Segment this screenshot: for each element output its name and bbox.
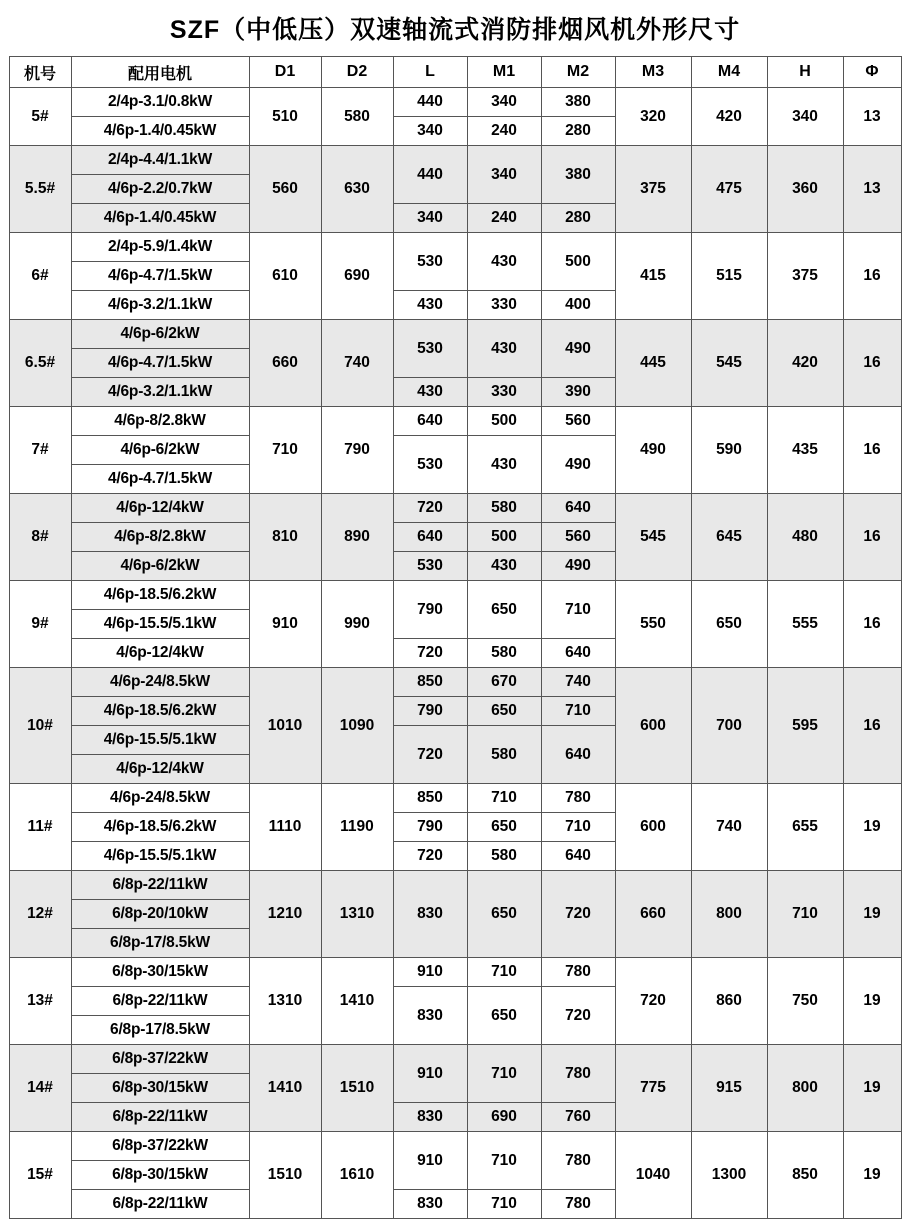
cell-motor: 6/8p-22/11kW [71,1190,249,1219]
cell-machine-no: 7# [9,407,71,494]
cell-m1: 330 [467,378,541,407]
column-header-l: L [393,57,467,88]
cell-m1: 710 [467,784,541,813]
cell-motor: 6/8p-17/8.5kW [71,929,249,958]
cell-d2: 1090 [321,668,393,784]
cell-m1: 580 [467,842,541,871]
cell-m1: 650 [467,697,541,726]
cell-phi: 13 [843,146,901,233]
cell-machine-no: 15# [9,1132,71,1219]
cell-m4: 700 [691,668,767,784]
column-header-d1: D1 [249,57,321,88]
cell-l: 910 [393,1045,467,1103]
cell-m2: 280 [541,117,615,146]
table-row [9,407,901,436]
cell-m4: 915 [691,1045,767,1132]
cell-l: 340 [393,117,467,146]
cell-m4: 740 [691,784,767,871]
cell-phi: 19 [843,1045,901,1132]
cell-m2: 400 [541,291,615,320]
cell-l: 830 [393,1190,467,1219]
cell-phi: 16 [843,581,901,668]
cell-l: 720 [393,494,467,523]
cell-h: 340 [767,88,843,146]
cell-motor: 6/8p-22/11kW [71,871,249,900]
cell-motor: 6/8p-37/22kW [71,1045,249,1074]
cell-d1: 1410 [249,1045,321,1132]
cell-motor: 4/6p-15.5/5.1kW [71,842,249,871]
table-row [9,494,901,523]
column-header-d2: D2 [321,57,393,88]
cell-m3: 375 [615,146,691,233]
cell-d1: 810 [249,494,321,581]
cell-motor: 4/6p-15.5/5.1kW [71,610,249,639]
cell-m2: 490 [541,552,615,581]
cell-m1: 650 [467,581,541,639]
cell-l: 720 [393,726,467,784]
cell-machine-no: 12# [9,871,71,958]
cell-motor: 4/6p-1.4/0.45kW [71,204,249,233]
cell-m2: 490 [541,436,615,494]
cell-l: 830 [393,1103,467,1132]
cell-m1: 430 [467,436,541,494]
cell-motor: 4/6p-18.5/6.2kW [71,581,249,610]
cell-motor: 6/8p-22/11kW [71,1103,249,1132]
cell-l: 790 [393,813,467,842]
cell-m2: 780 [541,1132,615,1190]
cell-m1: 430 [467,320,541,378]
cell-machine-no: 14# [9,1045,71,1132]
cell-d2: 790 [321,407,393,494]
cell-m1: 240 [467,204,541,233]
cell-m4: 1300 [691,1132,767,1219]
column-header-phi: Φ [843,57,901,88]
cell-m1: 430 [467,552,541,581]
table-row [9,958,901,987]
cell-l: 720 [393,842,467,871]
cell-m2: 500 [541,233,615,291]
cell-d1: 510 [249,88,321,146]
cell-l: 640 [393,407,467,436]
cell-m2: 760 [541,1103,615,1132]
cell-motor: 4/6p-8/2.8kW [71,523,249,552]
cell-l: 830 [393,987,467,1045]
cell-h: 850 [767,1132,843,1219]
cell-d1: 660 [249,320,321,407]
cell-motor: 4/6p-12/4kW [71,755,249,784]
cell-m4: 515 [691,233,767,320]
cell-phi: 19 [843,958,901,1045]
cell-m3: 720 [615,958,691,1045]
cell-phi: 19 [843,1132,901,1219]
cell-motor: 4/6p-24/8.5kW [71,668,249,697]
cell-machine-no: 5# [9,88,71,146]
cell-motor: 4/6p-4.7/1.5kW [71,349,249,378]
cell-machine-no: 9# [9,581,71,668]
cell-m1: 650 [467,813,541,842]
cell-m1: 650 [467,871,541,958]
cell-m4: 800 [691,871,767,958]
cell-motor: 4/6p-2.2/0.7kW [71,175,249,204]
cell-m4: 645 [691,494,767,581]
cell-l: 790 [393,697,467,726]
cell-d1: 610 [249,233,321,320]
cell-l: 440 [393,146,467,204]
cell-m3: 600 [615,784,691,871]
cell-d1: 1010 [249,668,321,784]
cell-l: 430 [393,378,467,407]
cell-m2: 780 [541,1045,615,1103]
cell-h: 800 [767,1045,843,1132]
cell-d2: 580 [321,88,393,146]
cell-m3: 320 [615,88,691,146]
cell-m2: 780 [541,958,615,987]
cell-phi: 16 [843,668,901,784]
cell-m2: 710 [541,581,615,639]
cell-l: 530 [393,436,467,494]
cell-m2: 640 [541,842,615,871]
cell-h: 360 [767,146,843,233]
cell-m1: 330 [467,291,541,320]
cell-l: 440 [393,88,467,117]
cell-machine-no: 13# [9,958,71,1045]
column-header-h: H [767,57,843,88]
cell-m4: 650 [691,581,767,668]
cell-motor: 6/8p-30/15kW [71,958,249,987]
cell-motor: 4/6p-12/4kW [71,494,249,523]
cell-l: 530 [393,552,467,581]
cell-phi: 16 [843,320,901,407]
cell-h: 655 [767,784,843,871]
cell-m3: 415 [615,233,691,320]
cell-h: 420 [767,320,843,407]
cell-machine-no: 10# [9,668,71,784]
cell-m2: 740 [541,668,615,697]
cell-m2: 640 [541,726,615,784]
cell-m2: 710 [541,697,615,726]
cell-motor: 4/6p-6/2kW [71,320,249,349]
cell-m1: 690 [467,1103,541,1132]
cell-phi: 16 [843,233,901,320]
page-title: SZF（中低压）双速轴流式消防排烟风机外形尺寸 [169,16,741,44]
cell-d2: 1410 [321,958,393,1045]
table-row [9,146,901,175]
cell-motor: 6/8p-30/15kW [71,1074,249,1103]
cell-m1: 500 [467,523,541,552]
cell-phi: 19 [843,871,901,958]
cell-h: 595 [767,668,843,784]
specifications-table [9,56,902,1219]
column-header-m2: M2 [541,57,615,88]
table-row [9,784,901,813]
cell-motor: 6/8p-37/22kW [71,1132,249,1161]
table-header [9,57,901,88]
cell-motor: 4/6p-3.2/1.1kW [71,378,249,407]
cell-m1: 710 [467,1045,541,1103]
cell-machine-no: 6.5# [9,320,71,407]
cell-m1: 240 [467,117,541,146]
table-row [9,233,901,262]
cell-m4: 545 [691,320,767,407]
cell-m4: 860 [691,958,767,1045]
cell-m3: 490 [615,407,691,494]
cell-motor: 4/6p-8/2.8kW [71,407,249,436]
cell-m4: 475 [691,146,767,233]
cell-motor: 4/6p-15.5/5.1kW [71,726,249,755]
cell-motor: 6/8p-20/10kW [71,900,249,929]
table-row [9,320,901,349]
cell-m2: 780 [541,784,615,813]
cell-l: 720 [393,639,467,668]
cell-d2: 630 [321,146,393,233]
cell-motor: 4/6p-4.7/1.5kW [71,465,249,494]
cell-motor: 4/6p-18.5/6.2kW [71,813,249,842]
cell-m2: 560 [541,523,615,552]
cell-motor: 2/4p-5.9/1.4kW [71,233,249,262]
cell-l: 850 [393,668,467,697]
column-header-m4: M4 [691,57,767,88]
cell-d2: 740 [321,320,393,407]
cell-m1: 710 [467,1190,541,1219]
cell-m2: 390 [541,378,615,407]
cell-l: 910 [393,1132,467,1190]
cell-motor: 4/6p-6/2kW [71,552,249,581]
cell-m1: 580 [467,494,541,523]
cell-l: 640 [393,523,467,552]
cell-motor: 2/4p-3.1/0.8kW [71,88,249,117]
table-row [9,1045,901,1074]
cell-l: 530 [393,320,467,378]
cell-l: 850 [393,784,467,813]
cell-m1: 430 [467,233,541,291]
cell-m3: 775 [615,1045,691,1132]
column-header-no: 机号 [9,57,71,88]
cell-motor: 6/8p-22/11kW [71,987,249,1016]
table-body [9,88,901,1219]
cell-m3: 660 [615,871,691,958]
cell-m1: 710 [467,1132,541,1190]
cell-m4: 590 [691,407,767,494]
cell-m3: 600 [615,668,691,784]
cell-m2: 720 [541,871,615,958]
cell-m2: 640 [541,494,615,523]
cell-motor: 4/6p-4.7/1.5kW [71,262,249,291]
cell-d1: 710 [249,407,321,494]
cell-d2: 690 [321,233,393,320]
cell-d1: 560 [249,146,321,233]
cell-d2: 890 [321,494,393,581]
cell-l: 530 [393,233,467,291]
cell-m3: 445 [615,320,691,407]
cell-machine-no: 6# [9,233,71,320]
cell-d1: 910 [249,581,321,668]
column-header-m1: M1 [467,57,541,88]
cell-d1: 1510 [249,1132,321,1219]
cell-d1: 1310 [249,958,321,1045]
cell-h: 480 [767,494,843,581]
cell-m2: 380 [541,146,615,204]
cell-motor: 2/4p-4.4/1.1kW [71,146,249,175]
cell-l: 790 [393,581,467,639]
cell-m3: 1040 [615,1132,691,1219]
cell-phi: 13 [843,88,901,146]
cell-l: 430 [393,291,467,320]
table-row [9,581,901,610]
cell-d1: 1210 [249,871,321,958]
cell-m2: 280 [541,204,615,233]
cell-h: 555 [767,581,843,668]
cell-d2: 1510 [321,1045,393,1132]
cell-machine-no: 11# [9,784,71,871]
cell-m2: 380 [541,88,615,117]
cell-m1: 670 [467,668,541,697]
table-header-row [9,57,901,88]
cell-h: 435 [767,407,843,494]
column-header-motor: 配用电机 [71,57,249,88]
cell-d1: 1110 [249,784,321,871]
cell-h: 750 [767,958,843,1045]
cell-phi: 19 [843,784,901,871]
cell-machine-no: 5.5# [9,146,71,233]
cell-h: 375 [767,233,843,320]
cell-m2: 640 [541,639,615,668]
cell-m3: 550 [615,581,691,668]
cell-d2: 1190 [321,784,393,871]
cell-m1: 340 [467,146,541,204]
cell-l: 830 [393,871,467,958]
cell-m1: 710 [467,958,541,987]
cell-machine-no: 8# [9,494,71,581]
cell-phi: 16 [843,407,901,494]
table-row [9,871,901,900]
cell-m2: 490 [541,320,615,378]
cell-m4: 420 [691,88,767,146]
cell-m2: 720 [541,987,615,1045]
cell-m2: 780 [541,1190,615,1219]
cell-motor: 4/6p-6/2kW [71,436,249,465]
cell-motor: 4/6p-12/4kW [71,639,249,668]
column-header-m3: M3 [615,57,691,88]
table-row [9,1132,901,1161]
cell-motor: 4/6p-1.4/0.45kW [71,117,249,146]
cell-d2: 1310 [321,871,393,958]
cell-m1: 650 [467,987,541,1045]
cell-motor: 4/6p-18.5/6.2kW [71,697,249,726]
cell-m2: 560 [541,407,615,436]
cell-phi: 16 [843,494,901,581]
cell-m3: 545 [615,494,691,581]
cell-l: 340 [393,204,467,233]
table-row [9,668,901,697]
cell-h: 710 [767,871,843,958]
cell-d2: 1610 [321,1132,393,1219]
table-row [9,88,901,117]
cell-m1: 340 [467,88,541,117]
cell-m2: 710 [541,813,615,842]
cell-motor: 6/8p-17/8.5kW [71,1016,249,1045]
cell-d2: 990 [321,581,393,668]
cell-motor: 6/8p-30/15kW [71,1161,249,1190]
cell-m1: 580 [467,726,541,784]
cell-m1: 500 [467,407,541,436]
cell-l: 910 [393,958,467,987]
cell-motor: 4/6p-3.2/1.1kW [71,291,249,320]
cell-motor: 4/6p-24/8.5kW [71,784,249,813]
cell-m1: 580 [467,639,541,668]
